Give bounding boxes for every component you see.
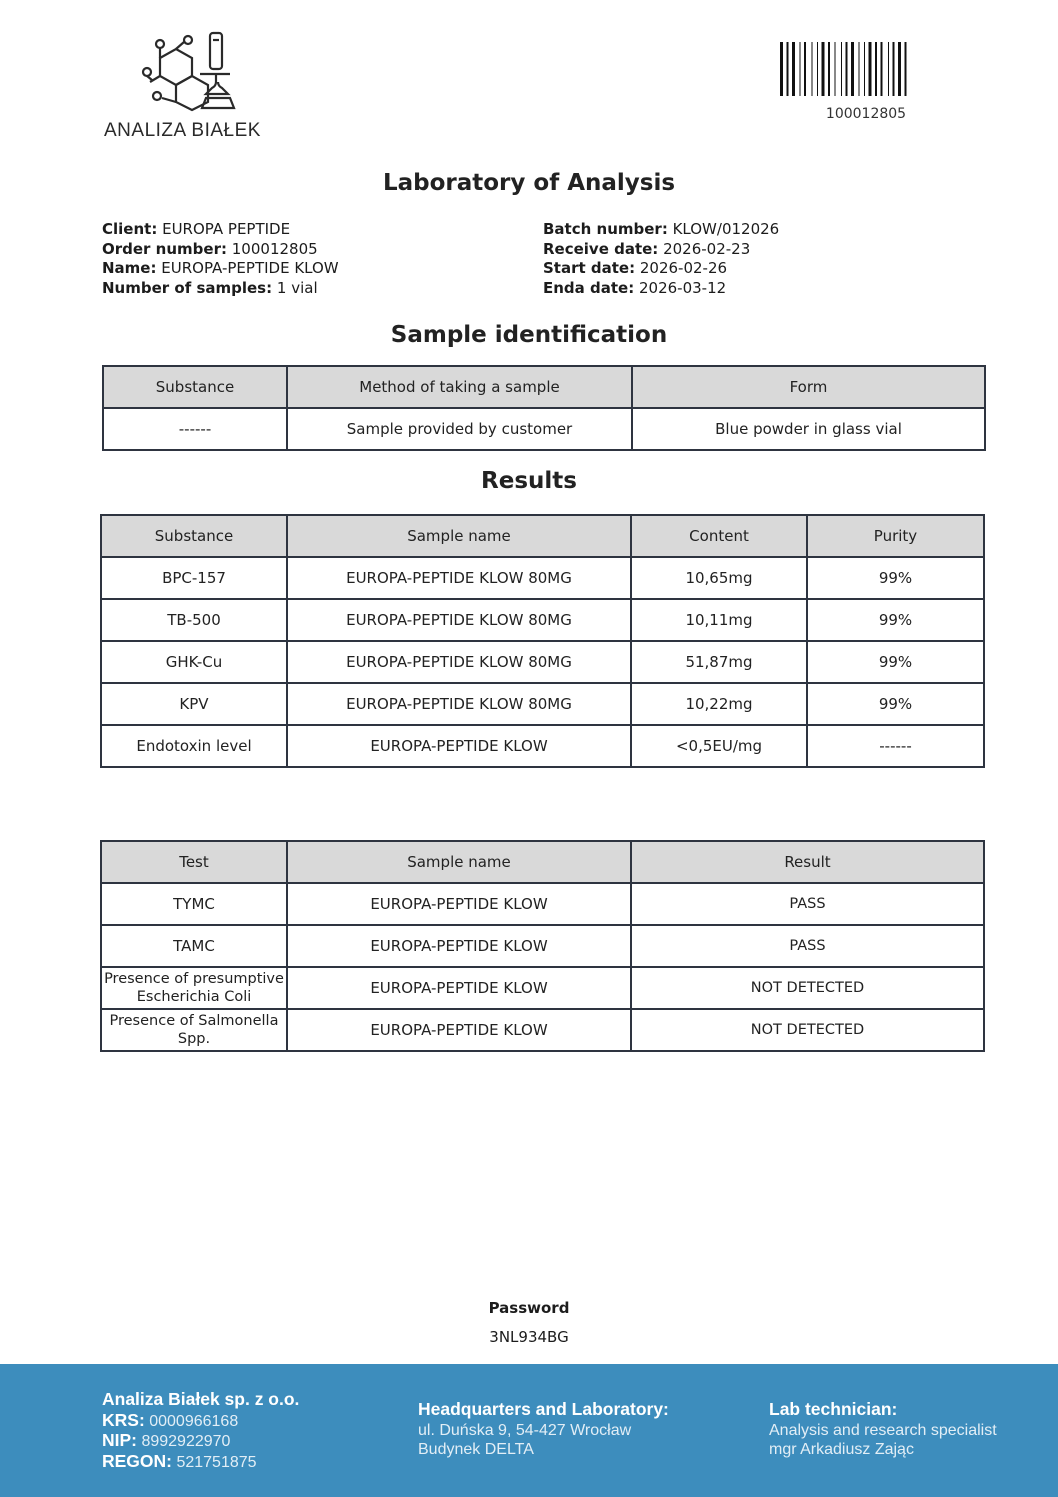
order-value: 100012805: [231, 239, 318, 258]
table-cell: TYMC: [101, 883, 287, 925]
table-cell: NOT DETECTED: [631, 1009, 984, 1051]
table-cell: BPC-157: [101, 557, 287, 599]
hq-address: ul. Duńska 9, 54-427 Wrocław: [418, 1421, 632, 1439]
table-cell: <0,5EU/mg: [631, 725, 807, 767]
table-cell: NOT DETECTED: [631, 967, 984, 1009]
batch-value: KLOW/012026: [672, 220, 780, 238]
table-row: [101, 883, 984, 925]
barcode-bar: [905, 42, 907, 96]
barcode-bar: [851, 42, 854, 96]
name-label: Name:: [102, 259, 157, 278]
barcode-bar: [893, 42, 895, 96]
samples-row: [102, 279, 339, 299]
end-value: 2026-03-12: [639, 278, 727, 297]
password-value: 3NL934BG: [489, 1328, 569, 1346]
results-heading: Results: [481, 468, 577, 494]
column-header: Content: [631, 515, 807, 557]
barcode-bar: [804, 42, 806, 96]
name-row: [102, 259, 339, 279]
sample-identification-heading: Sample identification: [390, 322, 668, 348]
samples-value: 1 vial: [276, 278, 318, 297]
table-cell: EUROPA-PEPTIDE KLOW: [287, 1009, 631, 1051]
table-cell: 10,11mg: [631, 599, 807, 641]
order-label: Order number:: [102, 239, 227, 258]
name-value: EUROPA-PEPTIDE KLOW: [161, 259, 339, 278]
batch-label: Batch number:: [543, 220, 668, 238]
nip-value: 8992922970: [141, 1433, 231, 1450]
table-cell: 10,65mg: [631, 557, 807, 599]
table-cell: EUROPA-PEPTIDE KLOW: [287, 883, 631, 925]
table-cell: EUROPA-PEPTIDE KLOW: [287, 725, 631, 767]
barcode-bar: [881, 42, 883, 96]
start-label: Start date:: [543, 259, 636, 278]
receive-value: 2026-02-23: [663, 239, 751, 258]
table-cell: TAMC: [101, 925, 287, 967]
table-header-row: [101, 841, 984, 883]
barcode-bar: [841, 42, 842, 96]
company-name: Analiza Białek sp. z o.o.: [102, 1389, 300, 1409]
company-logo: [100, 30, 290, 145]
technician-name: mgr Arkadiusz Zając: [769, 1441, 914, 1458]
table-cell: KPV: [101, 683, 287, 725]
barcode-bar: [822, 42, 825, 96]
barcode-bar: [835, 42, 836, 96]
column-header: Result: [631, 841, 984, 883]
end-label: Enda date:: [543, 278, 635, 297]
table-row: [101, 641, 984, 683]
table-cell: 10,22mg: [631, 683, 807, 725]
table-cell: Sample provided by customer: [287, 408, 632, 450]
krs-value: 0000966168: [149, 1412, 239, 1430]
table-cell: EUROPA-PEPTIDE KLOW 80MG: [287, 557, 631, 599]
barcode-bar: [888, 42, 889, 96]
barcode-number: 100012805: [825, 106, 907, 122]
technician-label: Lab technician:: [769, 1399, 898, 1419]
samples-label: Number of samples:: [102, 278, 273, 297]
krs-label: KRS:: [102, 1409, 145, 1430]
table-cell: EUROPA-PEPTIDE KLOW 80MG: [287, 683, 631, 725]
barcode-bar: [800, 42, 801, 96]
table-row: [101, 925, 984, 967]
column-header: Substance: [103, 366, 287, 408]
table-header-row: [101, 515, 984, 557]
barcode-bar: [792, 42, 795, 96]
table-cell: EUROPA-PEPTIDE KLOW 80MG: [287, 599, 631, 641]
table-cell: 99%: [807, 641, 984, 683]
table-cell: ------: [103, 408, 287, 450]
receive-row: [543, 240, 779, 260]
barcode-bar: [780, 42, 783, 96]
footer-technician-column: [769, 1400, 997, 1460]
table-row: [101, 967, 984, 1009]
table-cell: 99%: [807, 599, 984, 641]
column-header: Method of taking a sample: [287, 366, 632, 408]
table-row: [101, 683, 984, 725]
barcode-bar: [875, 42, 877, 96]
table-cell: TB-500: [101, 599, 287, 641]
technician-role: Analysis and research specialist: [769, 1421, 997, 1439]
start-row: [543, 259, 779, 279]
nip-label: NIP:: [102, 1430, 137, 1450]
barcode-bar: [817, 42, 818, 96]
table-row: [103, 408, 985, 450]
document-title: Laboratory of Analysis: [382, 170, 676, 196]
footer-address-column: [418, 1400, 669, 1460]
client-row: [102, 220, 339, 240]
barcode-bar: [812, 42, 813, 96]
column-header: Sample name: [287, 515, 631, 557]
barcode-bar: [869, 42, 872, 96]
table-row: [101, 725, 984, 767]
table-row: [101, 557, 984, 599]
table-header-row: [103, 366, 985, 408]
table-cell: PASS: [631, 883, 984, 925]
table-cell: EUROPA-PEPTIDE KLOW 80MG: [287, 641, 631, 683]
start-value: 2026-02-26: [639, 259, 728, 278]
client-value: EUROPA PEPTIDE: [162, 220, 291, 238]
column-header: Substance: [101, 515, 287, 557]
barcode-bar: [787, 42, 789, 96]
table-cell: 51,87mg: [631, 641, 807, 683]
hq-label: Headquarters and Laboratory:: [418, 1399, 669, 1419]
table-cell: EUROPA-PEPTIDE KLOW: [287, 967, 631, 1009]
receive-label: Receive date:: [543, 239, 659, 258]
barcode-bar: [846, 42, 848, 96]
results-table: [100, 514, 985, 768]
table-row: [101, 599, 984, 641]
password-label: Password: [488, 1299, 570, 1317]
column-header: Test: [101, 841, 287, 883]
barcode-bar: [898, 42, 901, 96]
footer: [0, 1364, 1058, 1497]
barcode-bar: [859, 42, 860, 96]
table-cell: 99%: [807, 557, 984, 599]
table-cell: PASS: [631, 925, 984, 967]
microbiology-tests-table: [100, 840, 985, 1052]
batch-row: [543, 220, 779, 240]
table-cell: 99%: [807, 683, 984, 725]
regon-value: 521751875: [176, 1453, 257, 1471]
regon-label: REGON:: [102, 1450, 172, 1471]
client-label: Client:: [102, 220, 158, 238]
table-row: [101, 1009, 984, 1051]
sample-identification-table: [102, 365, 986, 451]
table-cell: Endotoxin level: [101, 725, 287, 767]
barcode-image: [780, 42, 952, 96]
column-header: Form: [632, 366, 985, 408]
order-row: [102, 240, 339, 260]
logo-text: ANALIZA BIAŁEK: [104, 120, 261, 141]
table-cell: Presence of presumptive Escherichia Coli: [101, 967, 287, 1009]
table-cell: Blue powder in glass vial: [632, 408, 985, 450]
table-cell: GHK-Cu: [101, 641, 287, 683]
barcode-bar: [864, 42, 865, 96]
hq-building: Budynek DELTA: [418, 1441, 534, 1458]
barcode-bar: [828, 42, 830, 96]
table-cell: Presence of Salmonella Spp.: [101, 1009, 287, 1051]
molecule-microscope-icon: [140, 30, 240, 112]
table-cell: EUROPA-PEPTIDE KLOW: [287, 925, 631, 967]
column-header: Purity: [807, 515, 984, 557]
footer-company-column: [102, 1390, 299, 1472]
info-left-column: [102, 220, 339, 298]
end-row: [543, 279, 779, 299]
column-header: Sample name: [287, 841, 631, 883]
info-right-column: [543, 220, 779, 298]
table-cell: ------: [807, 725, 984, 767]
